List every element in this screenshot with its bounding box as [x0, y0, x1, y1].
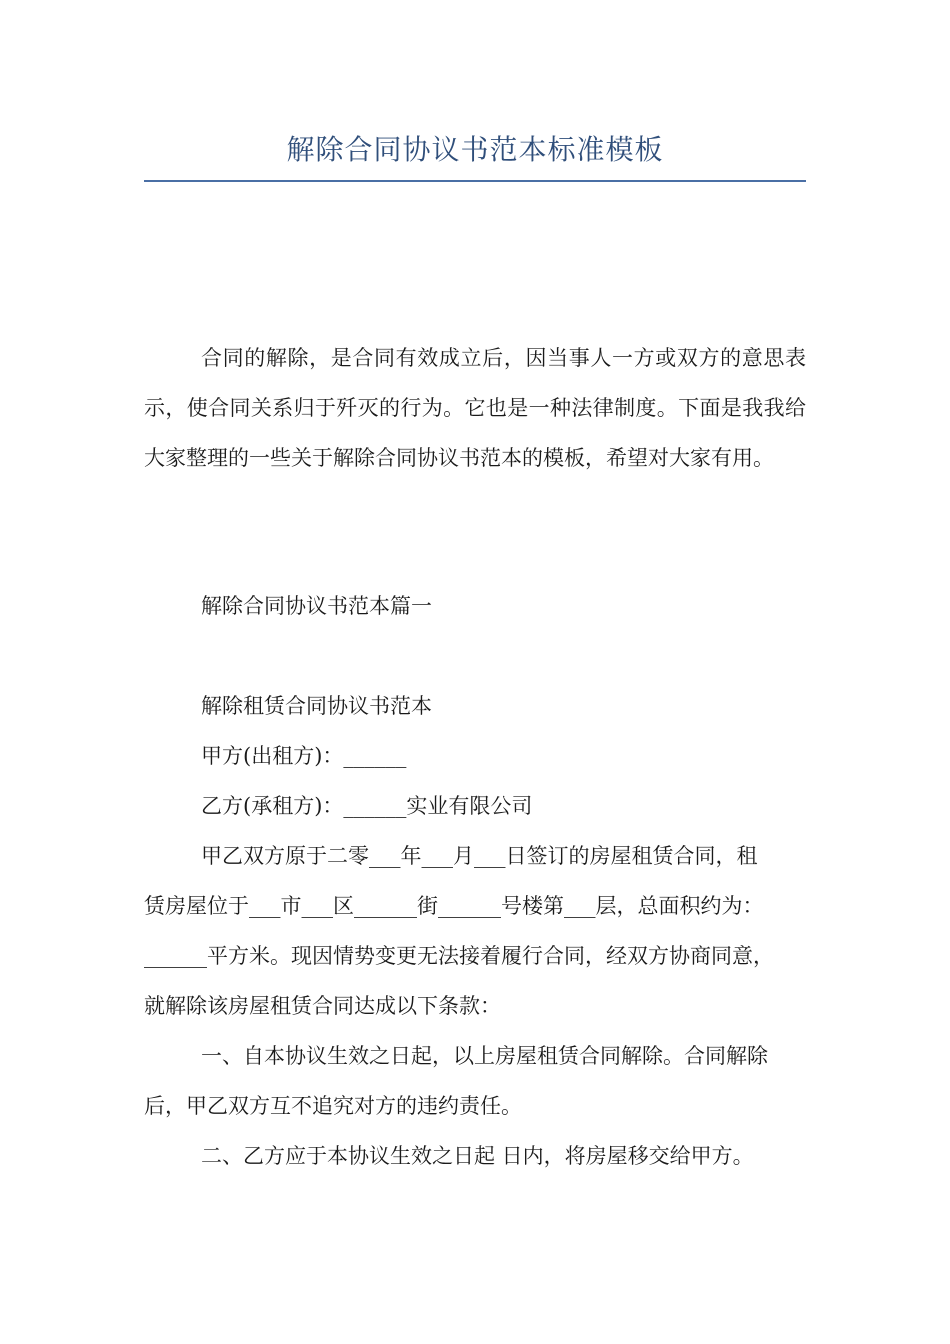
- body-line: 赁房屋位于___市___区______街______号楼第___层，总面积约为：: [144, 894, 764, 918]
- clause-1-line: 一、自本协议生效之日起，以上房屋租赁合同解除。合同解除: [201, 1044, 768, 1068]
- title-underline: [144, 180, 806, 182]
- document-title: 解除合同协议书范本标准模板: [286, 133, 664, 166]
- section-heading: 解除合同协议书范本篇一: [201, 594, 432, 618]
- clause-2-line: 二、乙方应于本协议生效之日起 日内，将房屋移交给甲方。: [201, 1144, 754, 1168]
- intro-paragraph: 合同的解除，是合同有效成立后，因当事人一方或双方的意思表示，使合同关系归于歼灭的行为。它也是一种法律制度。下面是我我给大家整理的一些关于解除合同协议书范本的模板，希望对大家有用。: [144, 346, 806, 470]
- body-line: 甲乙双方原于二零___年___月___日签订的房屋租赁合同，租: [201, 844, 758, 868]
- contract-title: 解除租赁合同协议书范本: [201, 694, 432, 718]
- party-b-line: 乙方(承租方)：______实业有限公司: [201, 794, 533, 818]
- body-line: ______平方米。现因情势变更无法接着履行合同，经双方协商同意，: [144, 944, 774, 968]
- party-a-line: 甲方(出租方)：______: [201, 744, 407, 768]
- clause-1-line: 后，甲乙双方互不追究对方的违约责任。: [144, 1094, 522, 1118]
- body-line: 就解除该房屋租赁合同达成以下条款：: [144, 994, 501, 1018]
